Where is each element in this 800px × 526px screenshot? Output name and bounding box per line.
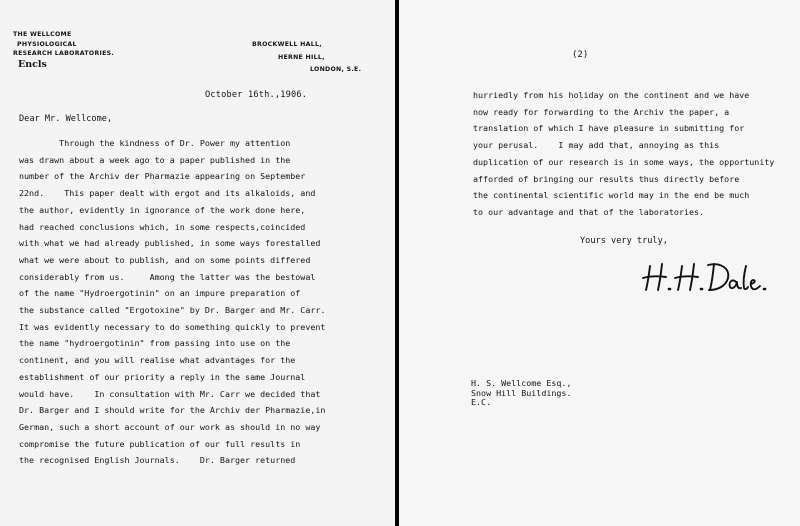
body-line: hurriedly from his holiday on the continent and we have <box>473 90 750 100</box>
body-line: duplication of our research is in some ways, the opportunity <box>473 156 775 167</box>
letter-body-page-2 <box>473 87 774 221</box>
body-line: with what we had already published, in some ways forestalled <box>19 238 321 249</box>
address-line: BROCKWELL HALL, <box>252 41 322 48</box>
body-line: afforded of bringing our results thus directly before <box>473 173 740 184</box>
body-line: 22nd. This paper dealt with ergot and its alkaloids, and <box>19 188 316 199</box>
body-line: number of the Archiv der Pharmazie appearing on September <box>19 171 306 182</box>
page-number: (2) <box>572 50 589 60</box>
institution-line: THE WELLCOME <box>13 31 72 38</box>
body-line: of the name "Hydroergotinin" on an impure preparation of <box>19 288 301 299</box>
body-line: the name "hydroergotinin" from passing into use on the <box>19 338 291 349</box>
body-line: was drawn about a week ago to a paper published in the <box>19 154 291 165</box>
salutation: Dear Mr. Wellcome, <box>19 114 113 124</box>
recipient-line: H. S. Wellcome Esq., <box>471 378 572 388</box>
address-line: HERNE HILL, <box>278 53 325 61</box>
signature-image <box>640 254 770 298</box>
body-line: Dr. Barger and I should write for the Archiv der Pharmazie,in <box>19 405 326 416</box>
enclosure-mark: Encls <box>18 59 47 70</box>
institution-letterhead <box>13 30 114 59</box>
address-letterhead <box>252 39 374 77</box>
body-line: considerably from us. Among the latter was the bestowal <box>19 271 316 282</box>
letter-page-1 <box>0 0 395 526</box>
recipient-line: E.C. <box>471 397 492 407</box>
handwritten-signature <box>640 254 770 302</box>
body-line: the continental scientific world may in the end be much <box>473 190 750 201</box>
recipient-line: Snow Hill Buildings. <box>471 387 572 398</box>
letter-body-page-1 <box>19 135 325 469</box>
address-line: LONDON, S.E. <box>310 66 362 73</box>
body-line: would have. In consultation with Mr. Carr we decided that <box>19 388 321 399</box>
body-line: continent, and you will realise what advantages for the <box>19 355 296 366</box>
body-line: establishment of our priority a reply in the same Journal <box>19 371 306 382</box>
institution-line: RESEARCH LABORATORIES. <box>13 50 115 57</box>
body-line: the author, evidently in ignorance of the work done here, <box>19 204 306 215</box>
body-line: the recognised English Journals. Dr. Barger returned <box>19 455 296 466</box>
closing: Yours very truly, <box>580 236 668 246</box>
body-line: It was evidently necessary to do something quickly to prevent <box>19 321 326 332</box>
body-line: had reached conclusions which, in some respects,coincided <box>19 221 306 232</box>
body-line: what we were about to publish, and on some points differed <box>19 254 311 265</box>
body-line: now ready for forwarding to the Archiv the paper, a <box>473 106 730 117</box>
body-line: German, such a short account of our work as should in no way <box>19 421 321 432</box>
body-line: your perusal. I may add that, annoying as this <box>473 140 720 151</box>
body-line: Through the kindness of Dr. Power my attention <box>19 138 291 148</box>
institution-line: PHYSIOLOGICAL <box>17 40 77 48</box>
body-line: the substance called "Ergotoxine" by Dr. Barger and Mr. Carr. <box>19 305 326 316</box>
body-line: compromise the future publication of our full results in <box>19 438 301 449</box>
body-line: translation of which I have pleasure in submitting for <box>473 123 745 134</box>
recipient-address <box>471 379 571 408</box>
letter-date: October 16th.,1906. <box>205 90 308 100</box>
body-line: to our advantage and that of the laboratories. <box>473 206 705 217</box>
